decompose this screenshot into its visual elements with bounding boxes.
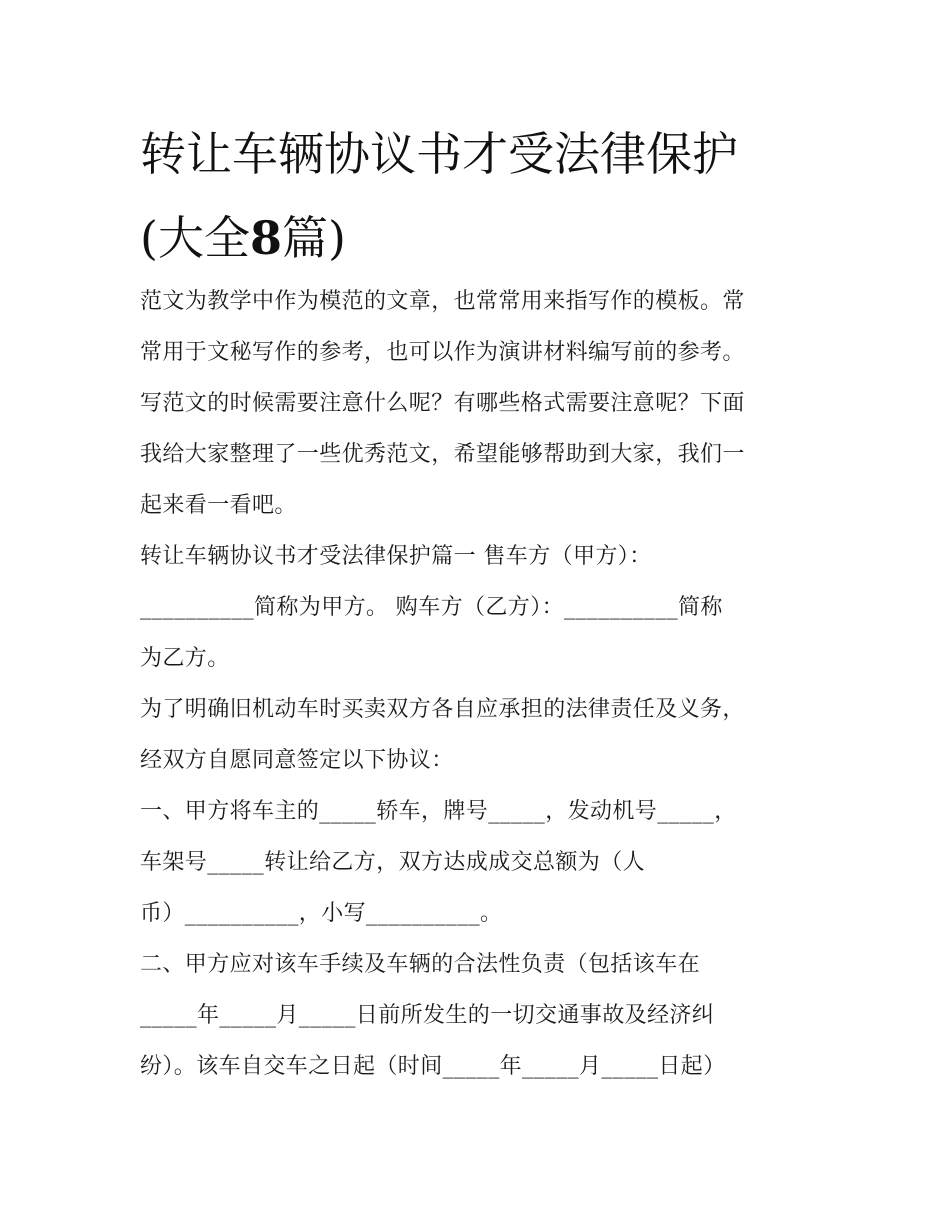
body-line-16: 纷）。该车自交车之日起（时间_____年_____月_____日起）: [140, 1054, 726, 1079]
body-line-9: 为了明确旧机动车时买卖双方各自应承担的法律责任及义务，: [140, 697, 745, 722]
body-line-11: 一、甲方将车主的_____轿车，牌号_____，发动机号_____，: [140, 799, 737, 824]
body-line-7: __________简称为甲方。 购车方（乙方）：__________简称: [140, 595, 723, 620]
body-line-10: 经双方自愿同意签定以下协议：: [140, 748, 454, 773]
body-line-6: 转让车辆协议书才受法律保护篇一 售车方（甲方）：: [140, 544, 652, 569]
document-body: [140, 276, 820, 1092]
body-line-3: 写范文的时候需要注意什么呢？有哪些格式需要注意呢？下面: [140, 391, 745, 416]
title-line-2-close: 篇): [281, 211, 346, 265]
body-line-8: 为乙方。: [140, 646, 230, 671]
body-line-2: 常用于文秘写作的参考，也可以作为演讲材料编写前的参考。: [140, 340, 745, 365]
body-line-14: 二、甲方应对该车手续及车辆的合法性负责（包括该车在: [140, 952, 701, 977]
body-line-5: 起来看一看吧。: [140, 493, 297, 518]
body-line-12: 车架号_____转让给乙方，双方达成成交总额为（人: [140, 850, 646, 875]
body-line-15: _____年_____月_____日前所发生的一切交通事故及经济纠: [140, 1003, 715, 1028]
title-line-2-open: (大全: [140, 211, 250, 265]
title-line-1: 转让车辆协议书才受法律保护: [140, 127, 738, 181]
body-line-1: 范文为教学中作为模范的文章，也常常用来指写作的模板。常: [140, 289, 745, 314]
body-line-4: 我给大家整理了一些优秀范文，希望能够帮助到大家，我们一: [140, 442, 745, 467]
body-line-13: 币）__________，小写__________。: [140, 901, 503, 926]
document-title: [140, 112, 820, 280]
title-line-2-number: 8: [249, 211, 282, 265]
